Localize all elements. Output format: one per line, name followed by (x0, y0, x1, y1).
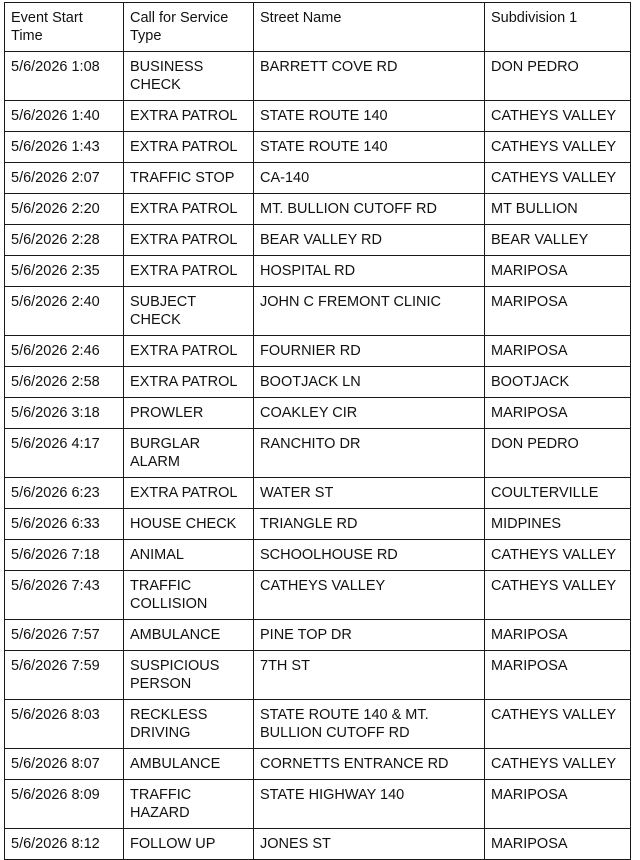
cell-street-name: JONES ST (254, 829, 485, 860)
table-row (5, 225, 631, 256)
cell-call-type: EXTRA PATROL (124, 478, 254, 509)
cell-street-name: COAKLEY CIR (254, 398, 485, 429)
table-row (5, 398, 631, 429)
table-row (5, 367, 631, 398)
cell-street-name: BARRETT COVE RD (254, 52, 485, 101)
cell-subdivision: CATHEYS VALLEY (485, 101, 631, 132)
cell-event-start-time: 5/6/2026 2:46 (5, 336, 124, 367)
cell-subdivision: MARIPOSA (485, 780, 631, 829)
header-subdivision: Subdivision 1 (485, 3, 631, 52)
calls-for-service-table (4, 2, 631, 860)
header-street-name: Street Name (254, 3, 485, 52)
table-row (5, 429, 631, 478)
header-call-type: Call for Service Type (124, 3, 254, 52)
cell-street-name: SCHOOLHOUSE RD (254, 540, 485, 571)
cell-event-start-time: 5/6/2026 8:03 (5, 700, 124, 749)
cell-street-name: 7TH ST (254, 651, 485, 700)
cell-event-start-time: 5/6/2026 6:33 (5, 509, 124, 540)
cell-event-start-time: 5/6/2026 2:07 (5, 163, 124, 194)
table-body (5, 52, 631, 860)
table-row (5, 620, 631, 651)
cell-subdivision: CATHEYS VALLEY (485, 571, 631, 620)
cell-subdivision: CATHEYS VALLEY (485, 132, 631, 163)
cell-subdivision: MARIPOSA (485, 651, 631, 700)
cell-event-start-time: 5/6/2026 8:12 (5, 829, 124, 860)
cell-event-start-time: 5/6/2026 4:17 (5, 429, 124, 478)
cell-call-type: EXTRA PATROL (124, 256, 254, 287)
table-row (5, 749, 631, 780)
cell-call-type: BURGLAR ALARM (124, 429, 254, 478)
cell-subdivision: DON PEDRO (485, 429, 631, 478)
cell-street-name: CORNETTS ENTRANCE RD (254, 749, 485, 780)
document-page (4, 2, 631, 860)
cell-street-name: MT. BULLION CUTOFF RD (254, 194, 485, 225)
cell-event-start-time: 5/6/2026 1:43 (5, 132, 124, 163)
header-row (5, 3, 631, 52)
cell-street-name: STATE ROUTE 140 (254, 132, 485, 163)
table-row (5, 287, 631, 336)
cell-call-type: BUSINESS CHECK (124, 52, 254, 101)
cell-subdivision: MARIPOSA (485, 398, 631, 429)
cell-call-type: EXTRA PATROL (124, 194, 254, 225)
cell-street-name: PINE TOP DR (254, 620, 485, 651)
cell-event-start-time: 5/6/2026 7:59 (5, 651, 124, 700)
cell-subdivision: BEAR VALLEY (485, 225, 631, 256)
cell-event-start-time: 5/6/2026 6:23 (5, 478, 124, 509)
cell-street-name: BOOTJACK LN (254, 367, 485, 398)
cell-street-name: STATE ROUTE 140 & MT. BULLION CUTOFF RD (254, 700, 485, 749)
table-row (5, 700, 631, 749)
table-row (5, 651, 631, 700)
cell-street-name: HOSPITAL RD (254, 256, 485, 287)
table-row (5, 829, 631, 860)
cell-call-type: TRAFFIC HAZARD (124, 780, 254, 829)
table-row (5, 571, 631, 620)
header-event-start-time: Event Start Time (5, 3, 124, 52)
table-row (5, 163, 631, 194)
cell-subdivision: MARIPOSA (485, 287, 631, 336)
cell-subdivision: DON PEDRO (485, 52, 631, 101)
cell-street-name: STATE ROUTE 140 (254, 101, 485, 132)
cell-subdivision: MT BULLION (485, 194, 631, 225)
table-row (5, 478, 631, 509)
table-row (5, 132, 631, 163)
cell-street-name: WATER ST (254, 478, 485, 509)
table-header (5, 3, 631, 52)
cell-call-type: EXTRA PATROL (124, 336, 254, 367)
cell-event-start-time: 5/6/2026 1:40 (5, 101, 124, 132)
cell-event-start-time: 5/6/2026 2:58 (5, 367, 124, 398)
cell-street-name: CA-140 (254, 163, 485, 194)
cell-subdivision: MIDPINES (485, 509, 631, 540)
cell-call-type: FOLLOW UP (124, 829, 254, 860)
cell-call-type: PROWLER (124, 398, 254, 429)
cell-event-start-time: 5/6/2026 3:18 (5, 398, 124, 429)
cell-event-start-time: 5/6/2026 2:35 (5, 256, 124, 287)
cell-call-type: ANIMAL (124, 540, 254, 571)
cell-event-start-time: 5/6/2026 8:07 (5, 749, 124, 780)
cell-call-type: SUBJECT CHECK (124, 287, 254, 336)
cell-call-type: AMBULANCE (124, 749, 254, 780)
cell-call-type: TRAFFIC STOP (124, 163, 254, 194)
cell-call-type: HOUSE CHECK (124, 509, 254, 540)
cell-street-name: STATE HIGHWAY 140 (254, 780, 485, 829)
table-row (5, 101, 631, 132)
table-row (5, 336, 631, 367)
cell-call-type: EXTRA PATROL (124, 367, 254, 398)
cell-street-name: TRIANGLE RD (254, 509, 485, 540)
table-row (5, 780, 631, 829)
cell-call-type: TRAFFIC COLLISION (124, 571, 254, 620)
cell-event-start-time: 5/6/2026 7:43 (5, 571, 124, 620)
cell-call-type: SUSPICIOUS PERSON (124, 651, 254, 700)
cell-call-type: EXTRA PATROL (124, 225, 254, 256)
cell-call-type: EXTRA PATROL (124, 132, 254, 163)
cell-subdivision: MARIPOSA (485, 620, 631, 651)
cell-subdivision: MARIPOSA (485, 336, 631, 367)
cell-subdivision: MARIPOSA (485, 256, 631, 287)
cell-subdivision: BOOTJACK (485, 367, 631, 398)
table-row (5, 194, 631, 225)
cell-event-start-time: 5/6/2026 8:09 (5, 780, 124, 829)
table-row (5, 509, 631, 540)
cell-street-name: JOHN C FREMONT CLINIC (254, 287, 485, 336)
cell-event-start-time: 5/6/2026 2:40 (5, 287, 124, 336)
cell-street-name: CATHEYS VALLEY (254, 571, 485, 620)
cell-event-start-time: 5/6/2026 2:20 (5, 194, 124, 225)
table-row (5, 52, 631, 101)
cell-event-start-time: 5/6/2026 7:57 (5, 620, 124, 651)
cell-call-type: AMBULANCE (124, 620, 254, 651)
cell-street-name: FOURNIER RD (254, 336, 485, 367)
cell-subdivision: CATHEYS VALLEY (485, 540, 631, 571)
cell-event-start-time: 5/6/2026 1:08 (5, 52, 124, 101)
cell-subdivision: CATHEYS VALLEY (485, 749, 631, 780)
table-row (5, 256, 631, 287)
cell-subdivision: COULTERVILLE (485, 478, 631, 509)
cell-call-type: EXTRA PATROL (124, 101, 254, 132)
cell-subdivision: CATHEYS VALLEY (485, 163, 631, 194)
cell-call-type: RECKLESS DRIVING (124, 700, 254, 749)
cell-subdivision: CATHEYS VALLEY (485, 700, 631, 749)
table-row (5, 540, 631, 571)
cell-street-name: RANCHITO DR (254, 429, 485, 478)
cell-event-start-time: 5/6/2026 2:28 (5, 225, 124, 256)
cell-event-start-time: 5/6/2026 7:18 (5, 540, 124, 571)
cell-subdivision: MARIPOSA (485, 829, 631, 860)
cell-street-name: BEAR VALLEY RD (254, 225, 485, 256)
